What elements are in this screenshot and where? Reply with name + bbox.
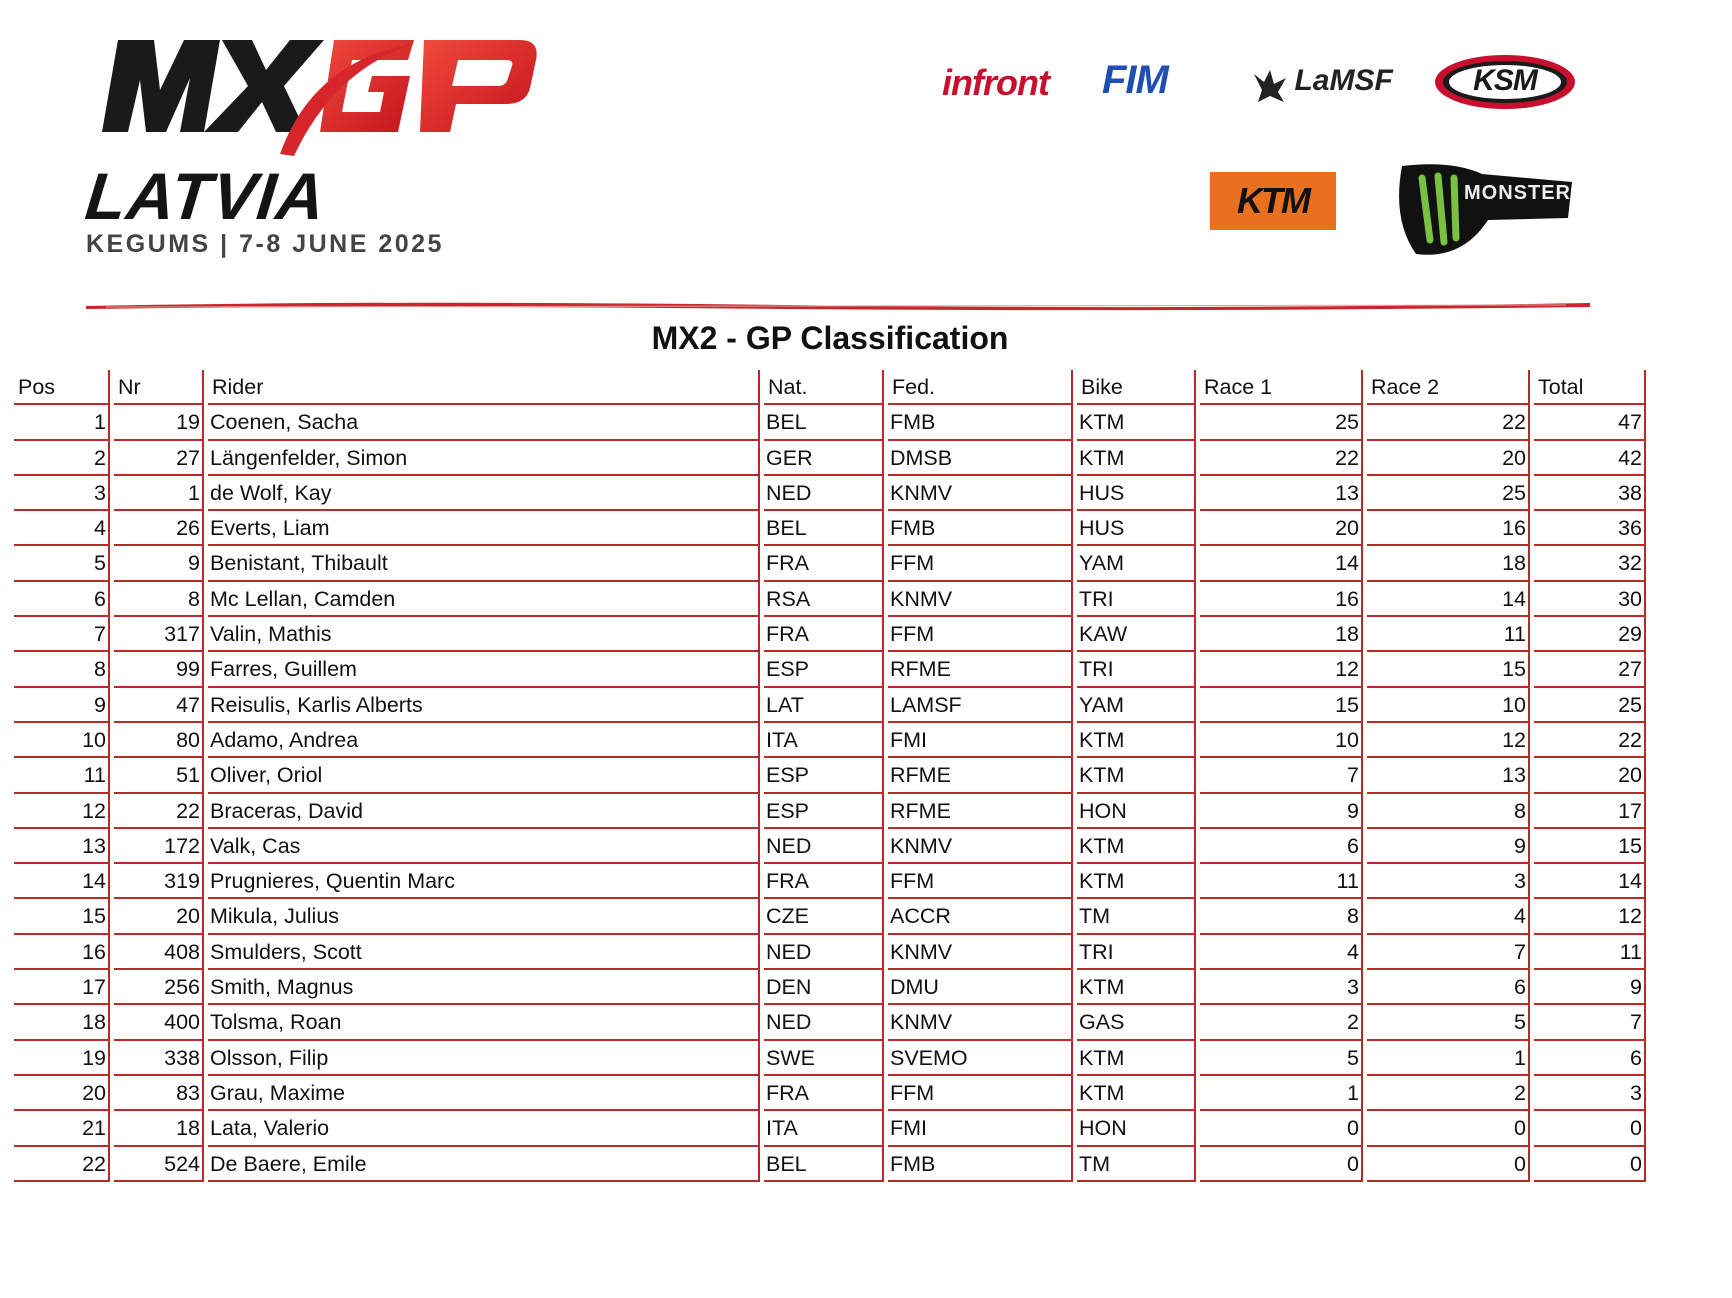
cell-pos: 10 [14, 723, 110, 758]
event-subtitle: KEGUMS | 7-8 JUNE 2025 [86, 230, 444, 258]
cell-pos: 11 [14, 758, 110, 793]
table-row [14, 511, 1646, 546]
cell-nr: 18 [114, 1111, 204, 1146]
cell-race2: 0 [1367, 1111, 1530, 1146]
column-header-nr: Nr [114, 370, 204, 405]
cell-pos: 6 [14, 582, 110, 617]
cell-rider: Tolsma, Roan [208, 1005, 760, 1040]
cell-race1: 22 [1200, 441, 1363, 476]
cell-total: 42 [1534, 441, 1646, 476]
cell-pos: 16 [14, 935, 110, 970]
cell-race2: 3 [1367, 864, 1530, 899]
cell-rider: Mc Lellan, Camden [208, 582, 760, 617]
cell-nat: FRA [764, 864, 884, 899]
cell-bike: KTM [1077, 1076, 1196, 1111]
table-header-row [14, 370, 1646, 405]
classification-table [14, 370, 1646, 1182]
cell-total: 36 [1534, 511, 1646, 546]
cell-pos: 18 [14, 1005, 110, 1040]
cell-nr: 26 [114, 511, 204, 546]
cell-nat: DEN [764, 970, 884, 1005]
cell-total: 30 [1534, 582, 1646, 617]
cell-nr: 80 [114, 723, 204, 758]
cell-fed: DMU [888, 970, 1073, 1005]
cell-nr: 99 [114, 652, 204, 687]
cell-race2: 10 [1367, 688, 1530, 723]
cell-total: 22 [1534, 723, 1646, 758]
cell-fed: FFM [888, 546, 1073, 581]
cell-pos: 12 [14, 794, 110, 829]
cell-nr: 8 [114, 582, 204, 617]
table-row [14, 794, 1646, 829]
cell-bike: KTM [1077, 1041, 1196, 1076]
cell-race1: 4 [1200, 935, 1363, 970]
cell-nat: NED [764, 1005, 884, 1040]
cell-race2: 12 [1367, 723, 1530, 758]
cell-race1: 13 [1200, 476, 1363, 511]
cell-race2: 13 [1367, 758, 1530, 793]
ksm-logo-text: KSM [1473, 64, 1537, 97]
cell-pos: 8 [14, 652, 110, 687]
cell-nat: FRA [764, 1076, 884, 1111]
table-row [14, 723, 1646, 758]
cell-race1: 25 [1200, 405, 1363, 440]
cell-total: 20 [1534, 758, 1646, 793]
cell-nat: GER [764, 441, 884, 476]
event-title: LATVIA [82, 159, 330, 233]
cell-race1: 6 [1200, 829, 1363, 864]
cell-rider: Olsson, Filip [208, 1041, 760, 1076]
cell-race1: 1 [1200, 1076, 1363, 1111]
cell-nat: CZE [764, 899, 884, 934]
cell-nr: 9 [114, 546, 204, 581]
table-row [14, 1005, 1646, 1040]
cell-race2: 5 [1367, 1005, 1530, 1040]
cell-rider: Benistant, Thibault [208, 546, 760, 581]
cell-race2: 0 [1367, 1147, 1530, 1182]
cell-total: 15 [1534, 829, 1646, 864]
cell-rider: Smulders, Scott [208, 935, 760, 970]
cell-nr: 338 [114, 1041, 204, 1076]
cell-rider: Valk, Cas [208, 829, 760, 864]
cell-fed: FMB [888, 405, 1073, 440]
column-header-fed: Fed. [888, 370, 1073, 405]
cell-nat: ESP [764, 794, 884, 829]
cell-nat: ITA [764, 723, 884, 758]
cell-total: 7 [1534, 1005, 1646, 1040]
column-header-nat: Nat. [764, 370, 884, 405]
cell-bike: YAM [1077, 546, 1196, 581]
table-row [14, 582, 1646, 617]
cell-race1: 15 [1200, 688, 1363, 723]
cell-rider: Lata, Valerio [208, 1111, 760, 1146]
cell-race2: 11 [1367, 617, 1530, 652]
table-row [14, 1076, 1646, 1111]
cell-pos: 22 [14, 1147, 110, 1182]
cell-race2: 6 [1367, 970, 1530, 1005]
cell-race1: 20 [1200, 511, 1363, 546]
cell-total: 32 [1534, 546, 1646, 581]
cell-pos: 7 [14, 617, 110, 652]
cell-fed: RFME [888, 652, 1073, 687]
cell-bike: HUS [1077, 476, 1196, 511]
column-header-rider: Rider [208, 370, 760, 405]
cell-pos: 2 [14, 441, 110, 476]
cell-bike: TM [1077, 1147, 1196, 1182]
cell-rider: Reisulis, Karlis Alberts [208, 688, 760, 723]
cell-fed: RFME [888, 794, 1073, 829]
cell-nat: ESP [764, 758, 884, 793]
cell-rider: Mikula, Julius [208, 899, 760, 934]
table-row [14, 1041, 1646, 1076]
cell-race1: 5 [1200, 1041, 1363, 1076]
cell-rider: Braceras, David [208, 794, 760, 829]
cell-rider: Prugnieres, Quentin Marc [208, 864, 760, 899]
table-row [14, 688, 1646, 723]
cell-fed: LAMSF [888, 688, 1073, 723]
cell-total: 0 [1534, 1111, 1646, 1146]
cell-total: 27 [1534, 652, 1646, 687]
table-row [14, 758, 1646, 793]
cell-bike: TRI [1077, 582, 1196, 617]
cell-fed: DMSB [888, 441, 1073, 476]
ksm-logo [1432, 52, 1578, 112]
cell-fed: FMI [888, 723, 1073, 758]
monster-energy-logo [1392, 160, 1576, 260]
cell-total: 12 [1534, 899, 1646, 934]
cell-race1: 2 [1200, 1005, 1363, 1040]
table-row [14, 652, 1646, 687]
table-row [14, 441, 1646, 476]
cell-bike: GAS [1077, 1005, 1196, 1040]
cell-race1: 0 [1200, 1111, 1363, 1146]
cell-nr: 19 [114, 405, 204, 440]
cell-nr: 27 [114, 441, 204, 476]
cell-fed: ACCR [888, 899, 1073, 934]
cell-nr: 20 [114, 899, 204, 934]
cell-rider: Oliver, Oriol [208, 758, 760, 793]
cell-total: 14 [1534, 864, 1646, 899]
cell-nr: 51 [114, 758, 204, 793]
cell-total: 17 [1534, 794, 1646, 829]
cell-nat: BEL [764, 1147, 884, 1182]
cell-nr: 400 [114, 1005, 204, 1040]
lamsf-logo-text: LaMSF [1294, 64, 1393, 97]
cell-fed: RFME [888, 758, 1073, 793]
column-header-total: Total [1534, 370, 1646, 405]
table-row [14, 546, 1646, 581]
cell-rider: Valin, Mathis [208, 617, 760, 652]
cell-nr: 172 [114, 829, 204, 864]
cell-race1: 3 [1200, 970, 1363, 1005]
cell-nat: RSA [764, 582, 884, 617]
cell-fed: FMB [888, 511, 1073, 546]
infront-logo: infront [942, 62, 1049, 103]
cell-bike: KTM [1077, 758, 1196, 793]
table-row [14, 829, 1646, 864]
cell-race1: 10 [1200, 723, 1363, 758]
cell-rider: Grau, Maxime [208, 1076, 760, 1111]
cell-fed: FFM [888, 617, 1073, 652]
cell-pos: 5 [14, 546, 110, 581]
table-row [14, 617, 1646, 652]
cell-pos: 19 [14, 1041, 110, 1076]
lamsf-emblem-icon [1250, 66, 1290, 106]
cell-pos: 20 [14, 1076, 110, 1111]
cell-total: 25 [1534, 688, 1646, 723]
cell-race2: 2 [1367, 1076, 1530, 1111]
cell-bike: HUS [1077, 511, 1196, 546]
cell-race1: 8 [1200, 899, 1363, 934]
monster-logo-text: MONSTER [1464, 182, 1571, 204]
cell-nat: NED [764, 935, 884, 970]
cell-race1: 7 [1200, 758, 1363, 793]
cell-nr: 1 [114, 476, 204, 511]
cell-race2: 4 [1367, 899, 1530, 934]
cell-nat: LAT [764, 688, 884, 723]
cell-fed: SVEMO [888, 1041, 1073, 1076]
cell-rider: Coenen, Sacha [208, 405, 760, 440]
cell-bike: TRI [1077, 652, 1196, 687]
cell-total: 6 [1534, 1041, 1646, 1076]
table-row [14, 899, 1646, 934]
cell-fed: KNMV [888, 935, 1073, 970]
mxgp-logo-icon [84, 30, 544, 170]
cell-bike: KAW [1077, 617, 1196, 652]
cell-nat: BEL [764, 405, 884, 440]
cell-race2: 22 [1367, 405, 1530, 440]
cell-race2: 1 [1367, 1041, 1530, 1076]
cell-fed: KNMV [888, 1005, 1073, 1040]
ktm-logo-text: KTM [1237, 180, 1309, 221]
cell-nat: NED [764, 476, 884, 511]
cell-rider: Längenfelder, Simon [208, 441, 760, 476]
cell-rider: Everts, Liam [208, 511, 760, 546]
cell-race2: 9 [1367, 829, 1530, 864]
table-row [14, 1147, 1646, 1182]
cell-nat: BEL [764, 511, 884, 546]
cell-nr: 408 [114, 935, 204, 970]
cell-total: 11 [1534, 935, 1646, 970]
column-header-race1: Race 1 [1200, 370, 1363, 405]
ktm-logo [1210, 172, 1336, 230]
cell-rider: de Wolf, Kay [208, 476, 760, 511]
cell-race1: 12 [1200, 652, 1363, 687]
cell-race2: 20 [1367, 441, 1530, 476]
cell-nr: 319 [114, 864, 204, 899]
cell-fed: FMB [888, 1147, 1073, 1182]
cell-pos: 15 [14, 899, 110, 934]
cell-pos: 9 [14, 688, 110, 723]
cell-race2: 15 [1367, 652, 1530, 687]
cell-bike: HON [1077, 794, 1196, 829]
cell-race1: 16 [1200, 582, 1363, 617]
table-row [14, 970, 1646, 1005]
cell-fed: KNMV [888, 582, 1073, 617]
cell-fed: KNMV [888, 829, 1073, 864]
cell-fed: KNMV [888, 476, 1073, 511]
cell-rider: De Baere, Emile [208, 1147, 760, 1182]
cell-total: 38 [1534, 476, 1646, 511]
table-row [14, 476, 1646, 511]
table-row [14, 935, 1646, 970]
cell-nat: FRA [764, 546, 884, 581]
event-logo [84, 30, 544, 270]
cell-race2: 7 [1367, 935, 1530, 970]
cell-nr: 256 [114, 970, 204, 1005]
cell-race2: 8 [1367, 794, 1530, 829]
cell-bike: KTM [1077, 405, 1196, 440]
cell-race1: 14 [1200, 546, 1363, 581]
cell-pos: 4 [14, 511, 110, 546]
cell-bike: KTM [1077, 723, 1196, 758]
column-header-pos: Pos [14, 370, 110, 405]
lamsf-logo [1250, 64, 1393, 106]
cell-bike: KTM [1077, 829, 1196, 864]
fim-logo: FIM [1102, 58, 1168, 102]
cell-nr: 47 [114, 688, 204, 723]
column-header-bike: Bike [1077, 370, 1196, 405]
cell-pos: 3 [14, 476, 110, 511]
cell-pos: 13 [14, 829, 110, 864]
cell-nat: FRA [764, 617, 884, 652]
cell-bike: YAM [1077, 688, 1196, 723]
cell-pos: 21 [14, 1111, 110, 1146]
red-divider [86, 298, 1590, 312]
cell-rider: Smith, Magnus [208, 970, 760, 1005]
cell-race2: 18 [1367, 546, 1530, 581]
cell-nr: 83 [114, 1076, 204, 1111]
cell-nat: SWE [764, 1041, 884, 1076]
cell-nat: ITA [764, 1111, 884, 1146]
page-title: MX2 - GP Classification [651, 320, 1009, 356]
cell-pos: 17 [14, 970, 110, 1005]
cell-fed: FFM [888, 1076, 1073, 1111]
cell-bike: TM [1077, 899, 1196, 934]
cell-nat: ESP [764, 652, 884, 687]
cell-bike: KTM [1077, 441, 1196, 476]
cell-nr: 317 [114, 617, 204, 652]
table-row [14, 1111, 1646, 1146]
cell-total: 47 [1534, 405, 1646, 440]
cell-bike: TRI [1077, 935, 1196, 970]
cell-race1: 0 [1200, 1147, 1363, 1182]
cell-total: 3 [1534, 1076, 1646, 1111]
column-header-race2: Race 2 [1367, 370, 1530, 405]
cell-race2: 14 [1367, 582, 1530, 617]
cell-bike: HON [1077, 1111, 1196, 1146]
table-row [14, 864, 1646, 899]
cell-fed: FFM [888, 864, 1073, 899]
monster-claw-icon [1392, 160, 1576, 260]
cell-fed: FMI [888, 1111, 1073, 1146]
cell-bike: KTM [1077, 864, 1196, 899]
cell-race1: 11 [1200, 864, 1363, 899]
table-row [14, 405, 1646, 440]
cell-nat: NED [764, 829, 884, 864]
cell-nr: 524 [114, 1147, 204, 1182]
cell-rider: Adamo, Andrea [208, 723, 760, 758]
cell-pos: 14 [14, 864, 110, 899]
cell-race2: 25 [1367, 476, 1530, 511]
cell-rider: Farres, Guillem [208, 652, 760, 687]
cell-total: 9 [1534, 970, 1646, 1005]
cell-race2: 16 [1367, 511, 1530, 546]
cell-nr: 22 [114, 794, 204, 829]
cell-total: 29 [1534, 617, 1646, 652]
cell-total: 0 [1534, 1147, 1646, 1182]
cell-pos: 1 [14, 405, 110, 440]
cell-bike: KTM [1077, 970, 1196, 1005]
cell-race1: 9 [1200, 794, 1363, 829]
cell-race1: 18 [1200, 617, 1363, 652]
